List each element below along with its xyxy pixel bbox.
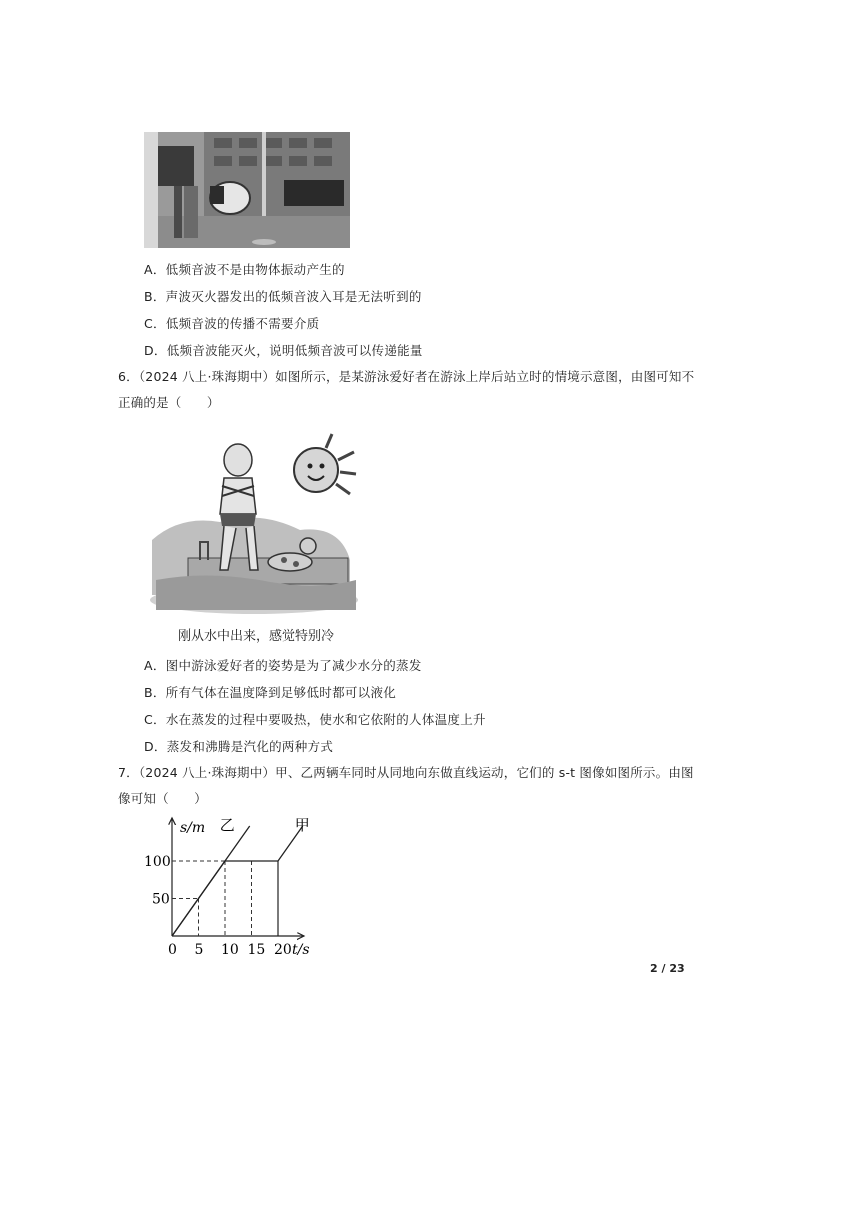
st-graph [140,812,340,962]
q6-stem-line1: 6．（2024 八上·珠海期中）如图所示，是某游泳爱好者在游泳上岸后站立时的情境示意图，由图可知不 [118,369,695,384]
q5-option-c: C．低频音波的传播不需要介质 [144,316,320,331]
y-axis-label: s/m [180,820,206,836]
q6-option-d: D．蒸发和沸腾是汽化的两种方式 [144,739,334,754]
x-axis-label: t/s [292,942,310,958]
q6-option-c: C．水在蒸发的过程中要吸热，使水和它依附的人体温度上升 [144,712,486,727]
q5-option-b: B．声波灭火器发出的低频音波入耳是无法听到的 [144,289,422,304]
q6-option-b: B．所有气体在温度降到足够低时都可以液化 [144,685,397,700]
cartoon-caption: 刚从水中出来，感觉特别冷 [178,629,335,644]
page-number: 2 / 23 [650,962,685,975]
x-tick-label: 5 [194,942,204,958]
q6-option-a: A．图中游泳爱好者的姿势是为了减少水分的蒸发 [144,658,422,673]
series-label-0: 甲 [294,816,310,834]
series-line-1 [172,826,250,936]
q7-stem-line1: 7．（2024 八上·珠海期中）甲、乙两辆车同时从同地向东做直线运动，它们的 s-t 图像如图所示。由图 [118,765,694,780]
y-tick-label: 50 [152,891,170,908]
series-label-1: 乙 [219,816,235,834]
x-tick-label: 10 [221,942,239,958]
x-tick-label: 0 [168,942,177,958]
q6-stem-line2: 正确的是（ ） [118,395,220,410]
q5-option-d: D．低频音波能灭火，说明低频音波可以传递能量 [144,343,423,358]
q5-option-a: A．低频音波不是由物体振动产生的 [144,262,345,277]
x-tick-label: 20 [274,942,292,958]
sound-extinguisher-photo [144,132,350,248]
swimmer-cartoon [150,430,360,615]
x-tick-label: 15 [247,942,266,958]
y-tick-label: 100 [144,854,171,870]
q7-stem-line2: 像可知（ ） [118,791,207,806]
